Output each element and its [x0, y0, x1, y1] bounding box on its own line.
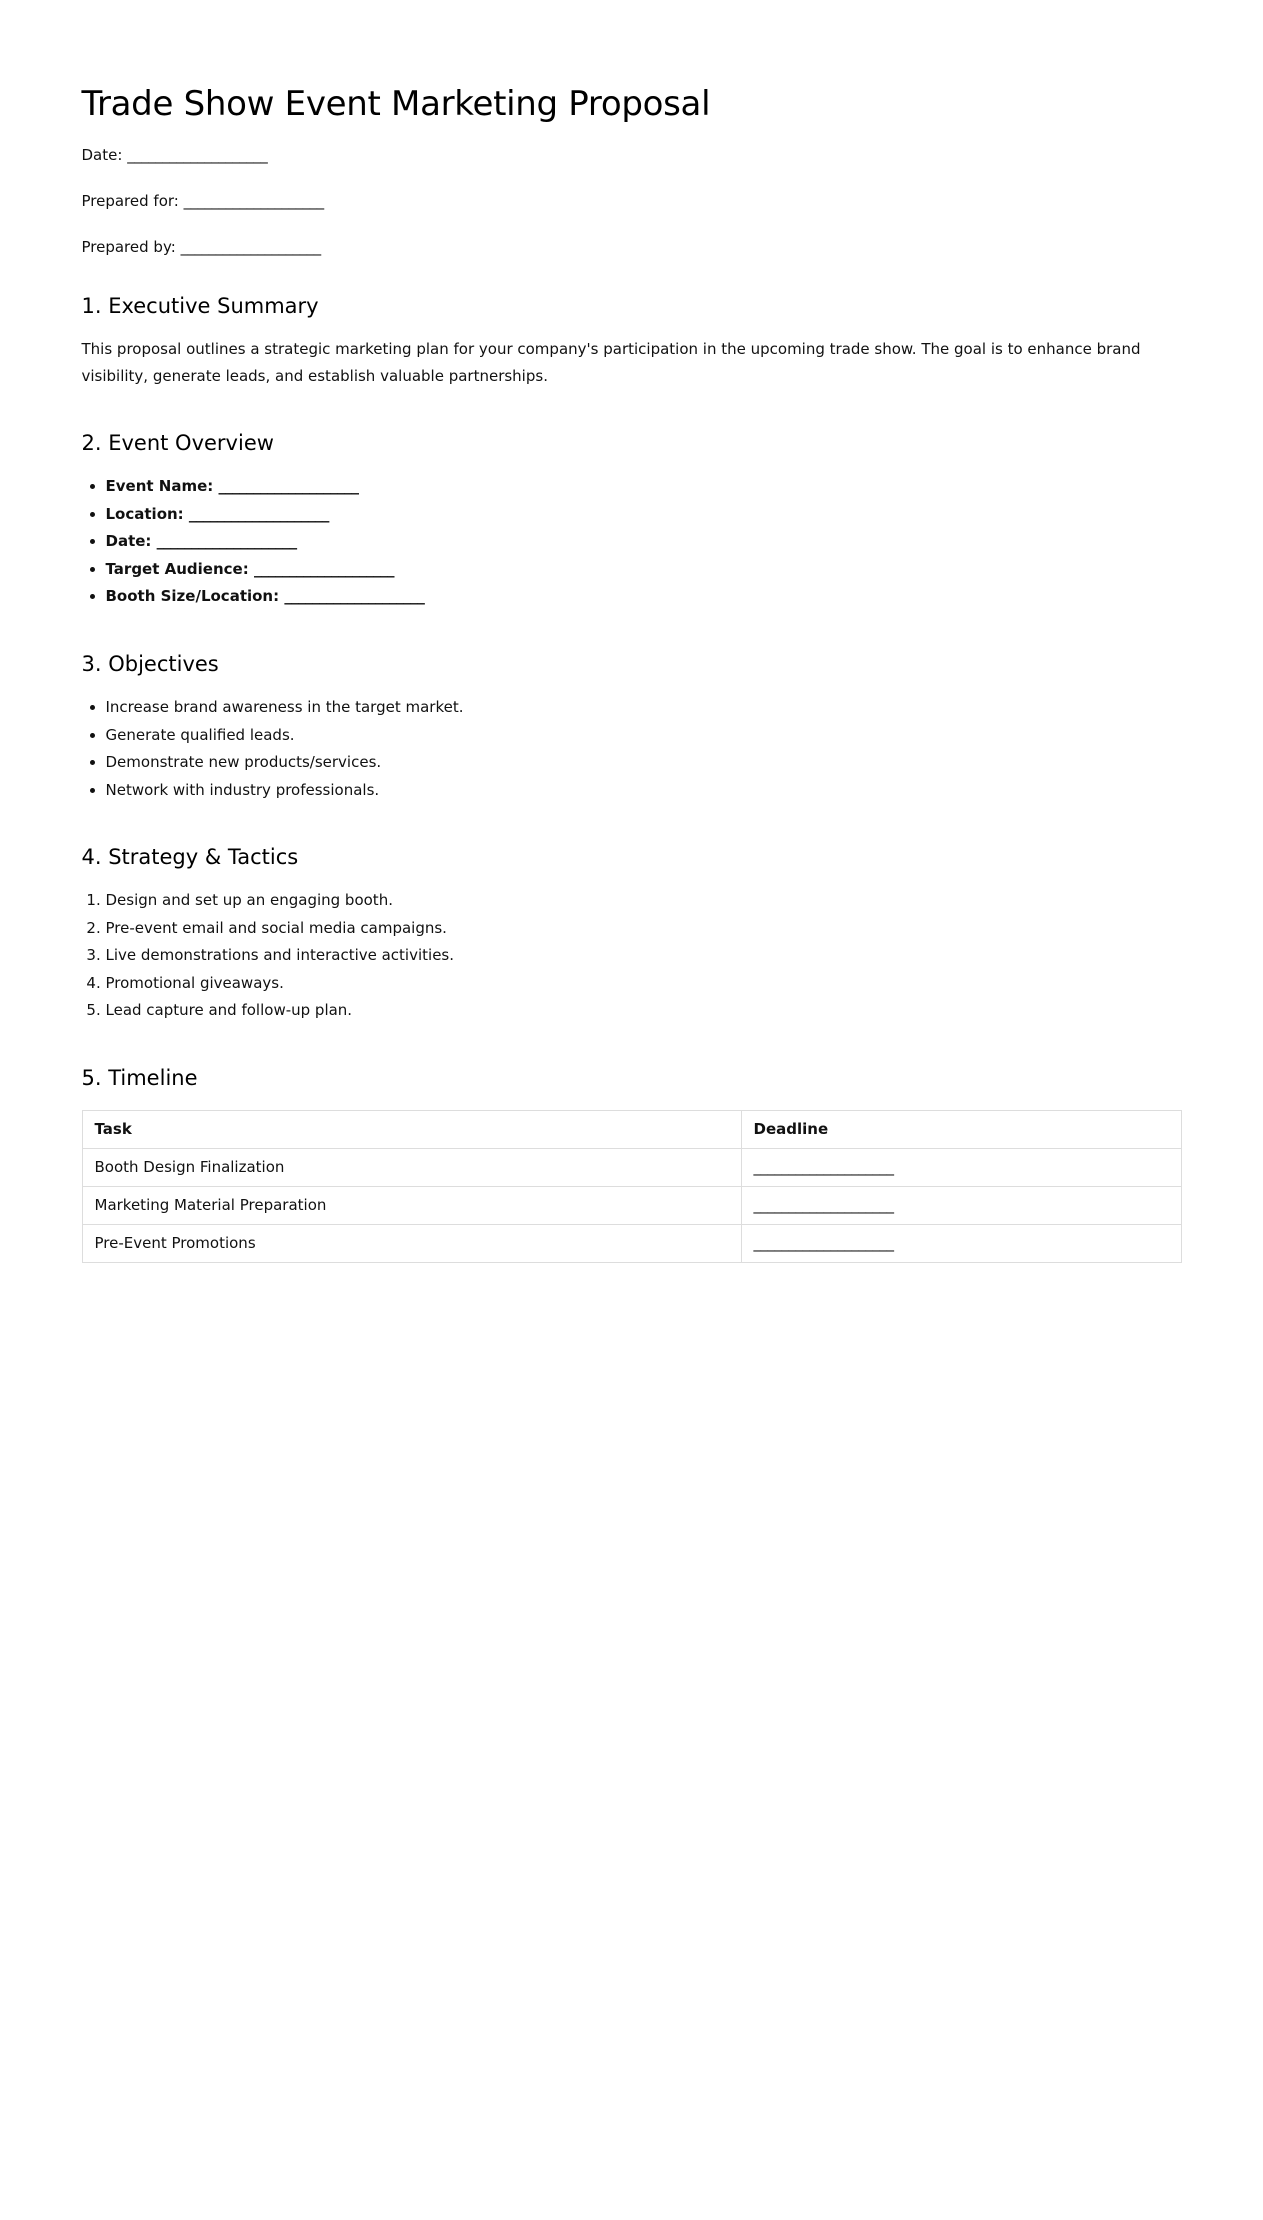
- section-heading-objectives: 3. Objectives: [81, 651, 219, 676]
- list-item-blank: ____________________: [188, 504, 329, 523]
- list-item-label: Date:: [105, 532, 152, 551]
- meta-prepared-by-blank: ____________________: [180, 237, 321, 256]
- section-heading-executive-summary: 1. Executive Summary: [81, 293, 319, 318]
- meta-date-blank: ____________________: [127, 145, 268, 164]
- list-item: • Demonstrate new products/services.: [106, 749, 1182, 777]
- task-cell: Booth Design Finalization: [82, 1149, 741, 1187]
- list-item-label: Booth Size/Location:: [105, 587, 280, 606]
- list-item: 5. Lead capture and follow-up plan.: [106, 997, 1182, 1025]
- meta-prepared-for: [82, 187, 1182, 215]
- strategy-list: [82, 887, 1182, 1025]
- table-row: [82, 1149, 1181, 1187]
- list-item-label: Location:: [105, 504, 184, 523]
- task-cell: Pre-Event Promotions: [82, 1225, 741, 1263]
- list-item-date: [106, 528, 1182, 556]
- list-item: 2. Pre-event email and social media campaigns.: [106, 915, 1182, 943]
- list-item: • Network with industry professionals.: [106, 777, 1182, 805]
- list-item-target-audience: [106, 556, 1182, 584]
- section-heading-event-overview: 2. Event Overview: [81, 431, 274, 456]
- meta-prepared-for-blank: ____________________: [183, 191, 324, 210]
- deadline-cell: ____________________: [741, 1225, 1181, 1263]
- deadline-cell: ____________________: [741, 1187, 1181, 1225]
- meta-date: [82, 141, 1182, 169]
- list-item-event-name: [106, 473, 1182, 501]
- column-header-task: Task: [82, 1111, 741, 1149]
- list-item: • Generate qualified leads.: [106, 722, 1182, 750]
- meta-prepared-for-label: Prepared for:: [81, 191, 179, 210]
- meta-prepared-by-label: Prepared by:: [81, 237, 176, 256]
- section-heading-strategy: 4. Strategy & Tactics: [81, 845, 299, 870]
- list-item-blank: ____________________: [218, 477, 359, 496]
- table-row: [82, 1187, 1181, 1225]
- list-item-blank: ____________________: [253, 559, 394, 578]
- document-title: Trade Show Event Marketing Proposal: [81, 84, 711, 124]
- meta-prepared-by: [82, 233, 1182, 261]
- timeline-table: [82, 1110, 1182, 1263]
- document-page: [82, 0, 1182, 2220]
- list-item-booth-size-location: [106, 583, 1182, 611]
- list-item-label: Target Audience:: [105, 559, 249, 578]
- list-item: • Increase brand awareness in the target market.: [106, 694, 1182, 722]
- executive-summary-text: This proposal outlines a strategic marketing plan for your company's participation in the upcoming trade show. The goal is to enhance brand visibility, generate leads, and establish valuable partnerships.: [81, 340, 1141, 386]
- deadline-cell: ____________________: [741, 1149, 1181, 1187]
- meta-date-label: Date:: [81, 145, 123, 164]
- table-row: [82, 1225, 1181, 1263]
- list-item-blank: ____________________: [284, 587, 425, 606]
- section-heading-timeline: 5. Timeline: [81, 1065, 198, 1090]
- list-item-location: [106, 501, 1182, 529]
- list-item-blank: ____________________: [156, 532, 297, 551]
- table-header-row: [82, 1111, 1181, 1149]
- document-meta: [82, 141, 1182, 261]
- list-item-label: Event Name:: [105, 477, 214, 496]
- objectives-list: [82, 694, 1182, 804]
- column-header-deadline: Deadline: [741, 1111, 1181, 1149]
- list-item: 4. Promotional giveaways.: [106, 970, 1182, 998]
- list-item: 1. Design and set up an engaging booth.: [106, 887, 1182, 915]
- task-cell: Marketing Material Preparation: [82, 1187, 741, 1225]
- list-item: 3. Live demonstrations and interactive activities.: [106, 942, 1182, 970]
- event-overview-list: [82, 473, 1182, 611]
